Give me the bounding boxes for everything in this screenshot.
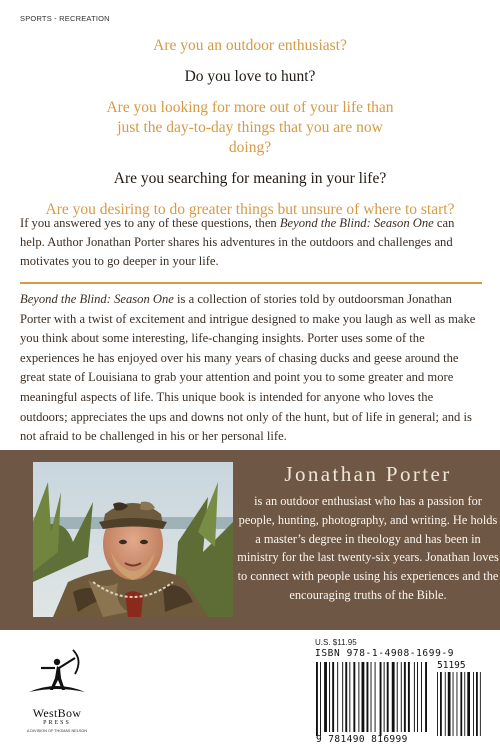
barcode-bar (337, 662, 338, 732)
barcode-bar (375, 662, 376, 732)
barcode-bar (404, 662, 406, 732)
barcode-bar (342, 662, 343, 732)
addon-bar (445, 672, 446, 736)
isbn-label: ISBN 978-1-4908-1699-9 (315, 648, 455, 659)
intro-book-title: Beyond the Blind: Season One (279, 216, 434, 230)
barcode-bar (408, 662, 410, 732)
question-looking-for-more: Are you looking for more out of your life than just the day-to-day things that you are now doing? (106, 99, 394, 156)
price-addon-digits: 51195 (437, 660, 466, 671)
barcode-bar (362, 662, 365, 732)
question-outdoor: Are you an outdoor enthusiast? (153, 37, 347, 54)
barcode-bar (425, 662, 427, 732)
category-label: SPORTS - RECREATION (20, 14, 110, 23)
barcode-bar (320, 662, 321, 736)
description-paragraph (20, 290, 482, 447)
divider-rule (20, 282, 482, 284)
addon-bar (457, 672, 458, 736)
author-name: Jonathan Porter (284, 462, 452, 486)
addon-bar (476, 672, 478, 736)
price-label: U.S. $11.95 (315, 638, 357, 647)
question-hunt: Do you love to hunt? (184, 68, 316, 85)
barcode-bar (417, 662, 418, 732)
barcode-bar (397, 662, 398, 732)
publisher-logo (17, 648, 97, 743)
addon-bar (467, 672, 470, 736)
description-book-title: Beyond the Blind: Season One (20, 292, 174, 306)
author-bio: is an outdoor enthusiast who has a passion for people, hunting, photography, and writing. He holds a master’s degree in theology and has been in ministry for the last twenty-six years. Jonathan loves to connect with people using his experiences and the encouraging truths of the Bible. (237, 494, 499, 602)
barcode-bar (358, 662, 359, 732)
intro-paragraph (20, 214, 482, 271)
barcode-bar (324, 662, 327, 732)
addon-bar (437, 672, 438, 736)
barcode-bar (414, 662, 415, 732)
question-greater-things: Are you desiring to do greater things but unsure of where to start? (45, 201, 455, 218)
publisher-name: WestBow (32, 706, 82, 720)
ean-digits: 9 781490 816999 (316, 734, 408, 745)
barcode-bar (353, 662, 355, 732)
barcode-bar (332, 662, 334, 732)
addon-bar (473, 672, 474, 736)
addon-bar (480, 672, 481, 736)
barcode-bar (371, 662, 372, 732)
barcode-bar (329, 662, 330, 732)
author-photo (33, 462, 233, 617)
barcode-bar (349, 662, 350, 732)
addon-bar (440, 672, 442, 736)
publisher-press: PRESS (43, 720, 71, 726)
addon-bar (460, 672, 462, 736)
barcode-bar (387, 662, 389, 732)
intro-text-after: can help. Author Jonathan Porter shares his adventures in the outdoors and challenges and motivates you to go deeper in your life. (20, 216, 455, 268)
questions-list (0, 36, 500, 231)
barcode-bar (401, 662, 402, 732)
archer-logo-icon (17, 648, 97, 706)
addon-bar (453, 672, 454, 736)
barcode-bar (380, 662, 382, 736)
description-text: is a collection of stories told by outdoorsman Jonathan Porter with a twist of excitement and intrigue designed to make you laugh as well as make you think about some interesting, life-changing insights. Porter uses some of the experiences he has enjoyed over his many years of chasing ducks and geese around the great state of Louisiana to grab your attention and point you to some greater and more meaningful aspects of life. This unique book is intended for anyone who loves the outdoors; appreciates the ups and downs not only of the hunt, but of life in general; and is not afraid to be challenged in his or her personal life. (20, 292, 476, 444)
barcode-bar (316, 662, 318, 736)
barcode-bar (392, 662, 395, 732)
question-meaning: Are you searching for meaning in your life? (113, 170, 387, 187)
addon-bar (448, 672, 451, 736)
addon-bar (464, 672, 465, 736)
barcode-bar (384, 662, 385, 732)
barcode-bar (421, 662, 422, 732)
intro-text-before: If you answered yes to any of these questions, then (20, 216, 280, 230)
barcode-bar (367, 662, 369, 732)
barcode-bar (345, 662, 347, 732)
publisher-tagline: A DIVISION OF THOMAS NELSON (26, 729, 88, 733)
